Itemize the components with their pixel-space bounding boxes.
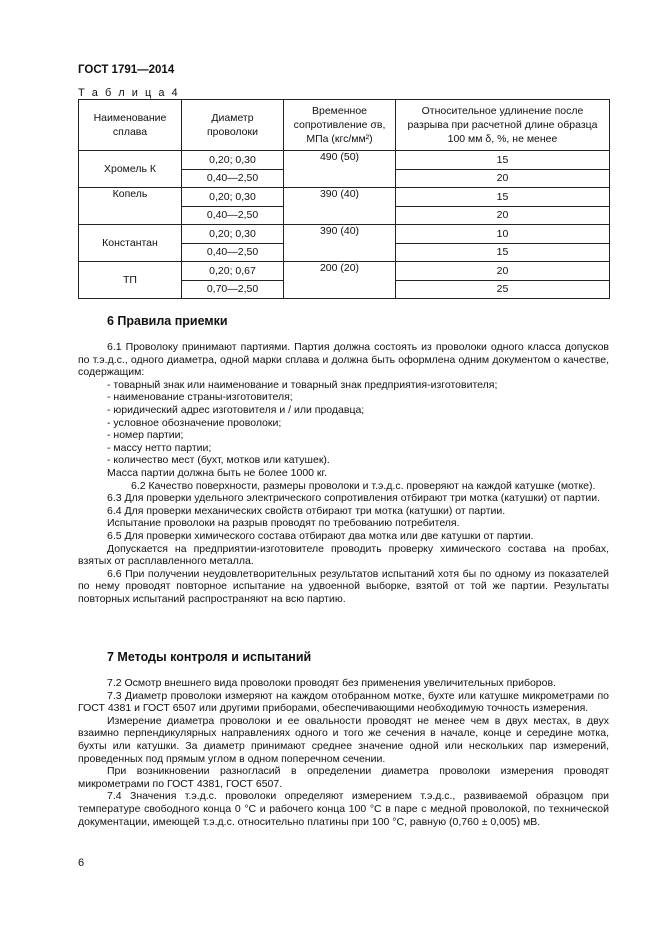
list-item: - наименование страны-изготовителя; [107,391,293,404]
list-item: - номер партии; [107,429,184,442]
cell-elongation: 15 [396,151,610,170]
list-item: - юридический адрес изготовителя и / или продавца; [107,403,365,416]
paragraph: 6.5 Для проверки химического состава отбирают два мотка или две катушки от партии. [107,529,534,542]
paragraph: При возникновении разногласий в определении диаметра проволоки измерения проводят микрометрами по ГОСТ 4381, ГОСТ 6507. [78,765,609,790]
table-header-row [79,100,610,151]
paragraph: 6.1 Проволоку принимают партиями. Партия должна состоять из проволоки одного класса допусков по т.э.д.с., одного диаметра, одной марки сплава и должна быть оформлена одним документом о качестве, содержащим: [78,341,609,379]
table-caption: Т а б л и ц а 4 [78,87,180,99]
cell-alloy: Хромель К [79,151,182,188]
cell-elongation: 20 [396,262,610,281]
paragraph: 7.2 Осмотр внешнего вида проволоки проводят без применения увеличительных приборов. [107,677,556,689]
cell-diameter: 0,40—2,50 [182,206,284,225]
paragraph: 6.2 Качество поверхности, размеры проволоки и т.э.д.с. проверяют на каждой катушке (мотке). [131,479,596,492]
col-header-strength: Временное сопротивление σв, МПа (кгс/мм²) [284,100,396,151]
cell-alloy: Константан [79,225,182,262]
cell-strength: 200 (20) [284,262,396,299]
cell-elongation: 20 [396,206,610,225]
section-7-title: 7 Методы контроля и испытаний [107,650,312,664]
paragraph: 6.3 Для проверки удельного электрического сопротивления отбирают три мотка (катушки) от партии. [107,492,601,505]
cell-elongation: 15 [396,243,610,262]
section-6-title: 6 Правила приемки [107,314,228,328]
cell-diameter: 0,20; 0,30 [182,151,284,170]
table-row [79,188,610,207]
list-item: - массу нетто партии; [107,441,212,454]
cell-elongation: 20 [396,169,610,188]
cell-diameter: 0,20; 0,30 [182,225,284,244]
table-row [79,262,610,281]
cell-strength: 390 (40) [284,225,396,262]
cell-diameter: 0,40—2,50 [182,243,284,262]
cell-alloy: ТП [79,262,182,299]
page-number: 6 [78,857,85,869]
section-6-body [78,341,609,605]
list-item: - товарный знак или наименование и товарный знак предприятия-изготовителя; [107,378,498,391]
list-item: - условное обозначение проволоки; [107,416,282,429]
paragraph: Измерение диаметра проволоки и ее овальности проводят не менее чем в двух местах, в двух взаимно перпендикулярных направлениях одного и того же сечения в начале, конце и середине мотка, бухты или катушки. За диаметр принимают среднее значение одной или нескольких пар измерений, проведенных под прямым углом в одном поперечном сечении. [78,714,609,765]
col-header-diameter: Диаметр проволоки [182,100,284,151]
paragraph: 6.4 Для проверки механических свойств отбирают три мотка (катушки) от партии. [107,504,506,517]
table-row [79,151,610,170]
cell-elongation: 15 [396,188,610,207]
paragraph: 7.3 Диаметр проволоки измеряют на каждом отобранном мотке, бухте или катушке микрометрами по ГОСТ 4381 и ГОСТ 6507 или другими приборами, обеспечивающими необходимую точность измерения. [78,689,609,715]
paragraph: Допускается на предприятии-изготовителе проводить проверку химического состава на пробах, взятых от расплавленного металла. [78,542,609,568]
paragraph: 6.6 При получении неудовлетворительных результатов испытаний хотя бы по одному из показателей по нему проводят повторное испытание на удвоенной выборке, взятой от той же партии. Результаты повторных испытаний распространяют на всю партию. [78,567,609,605]
cell-diameter: 0,70—2,50 [182,280,284,299]
table-4 [78,99,610,299]
paragraph: Испытание проволоки на разрыв проводят по требованию потребителя. [107,517,460,530]
cell-elongation: 10 [396,225,610,244]
cell-strength: 490 (50) [284,151,396,188]
section-7-body [78,677,609,828]
cell-diameter: 0,20; 0,67 [182,262,284,281]
paragraph: Масса партии должна быть не более 1000 кг. [107,466,327,479]
cell-diameter: 0,40—2,50 [182,169,284,188]
list-item: - количество мест (бухт, мотков или катушек). [107,454,330,467]
document-header: ГОСТ 1791—2014 [78,64,175,76]
col-header-elongation: Относительное удлинение после разрыва при расчетной длине образца 100 мм δ, %, не менее [396,100,610,151]
cell-elongation: 25 [396,280,610,299]
cell-diameter: 0,20; 0,30 [182,188,284,207]
col-header-alloy: Наименование сплава [79,100,182,151]
paragraph: 7.4 Значения т.э.д.с. проволоки определяют измерением т.э.д.с., развиваемой образцом при температуре свободного конца 0 °С и рабочего конца 100 °С в паре с медной проволокой, по технической документации, имеющей т.э.д.с. относительно платины при 100 °С, равную (0,760 ± 0,005) мВ. [78,790,609,828]
cell-alloy: Копель [79,188,182,225]
cell-strength: 390 (40) [284,188,396,225]
table-row [79,225,610,244]
